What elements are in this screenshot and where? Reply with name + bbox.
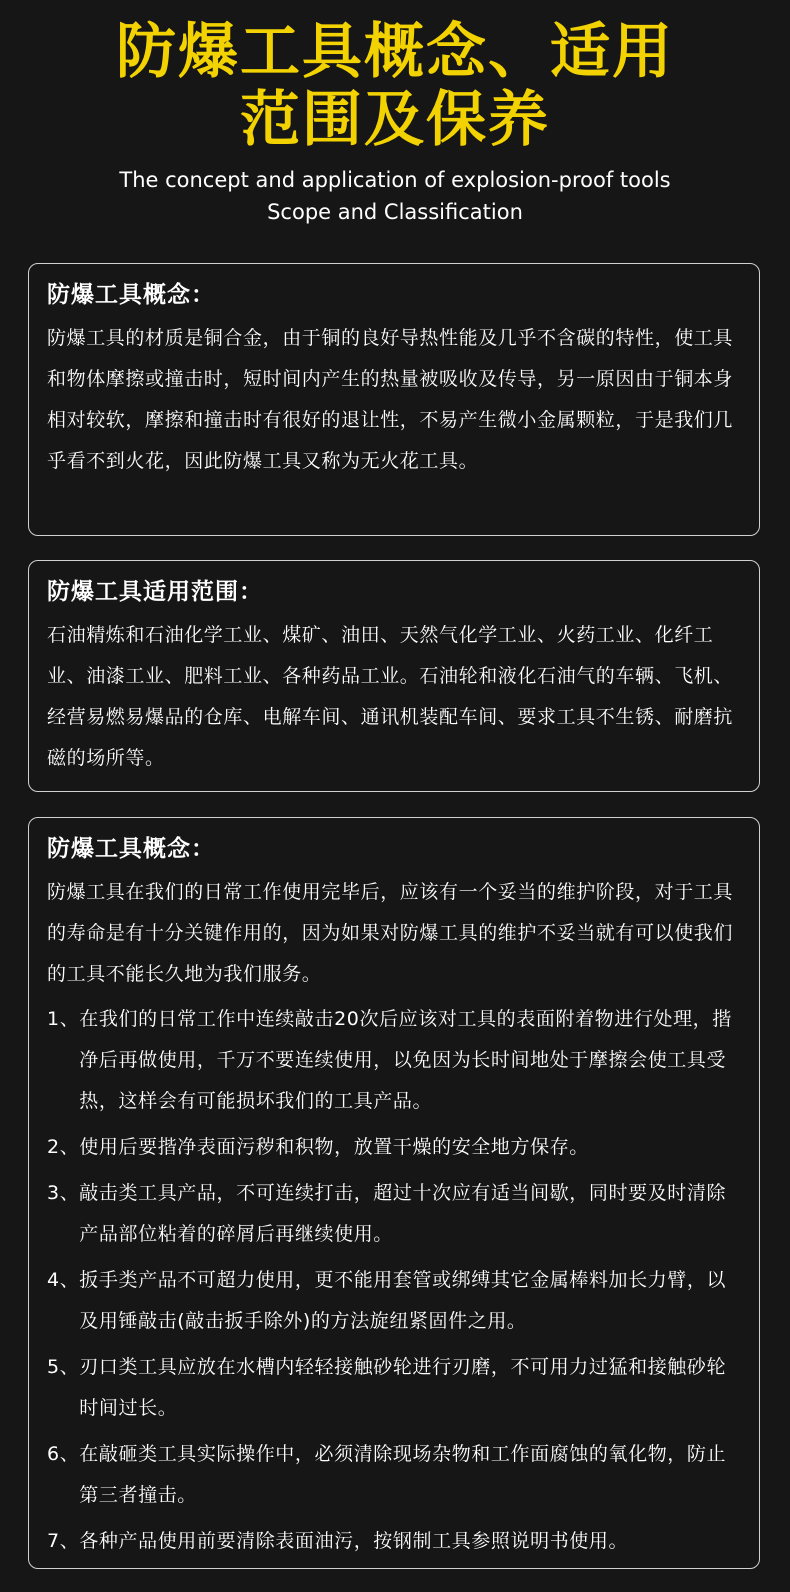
page-title [0, 18, 790, 154]
list-item-number: 5、 [47, 1356, 80, 1378]
list-item-number: 7、 [47, 1530, 80, 1552]
scope-card-body: 石油精炼和石油化学工业、煤矿、油田、天然气化学工业、火药工业、化纤工业、油漆工业、肥料工业、各种药品工业。石油轮和液化石油气的车辆、飞机、经营易燃易爆品的仓库、电解车间、通讯机装配车间、要求工具不生锈、耐磨抗磁的场所等。 [47, 624, 734, 769]
concept-card-body: 防爆工具的材质是铜合金，由于铜的良好导热性能及几乎不含碳的特性，使工具和物体摩擦或撞击时，短时间内产生的热量被吸收及传导，另一原因由于铜本身相对较软，摩擦和撞击时有很好的退让性，不易产生微小金属颗粒，于是我们几乎看不到火花，因此防爆工具又称为无火花工具。 [47, 327, 734, 472]
list-item-text: 敲击类工具产品，不可连续打击，超过十次应有适当间歇，同时要及时清除产品部位粘着的碎屑后再继续使用。 [79, 1182, 727, 1245]
maintenance-card-intro: 防爆工具在我们的日常工作使用完毕后，应该有一个妥当的维护阶段，对于工具的寿命是有十分关键作用的，因为如果对防爆工具的维护不妥当就有可以使我们的工具不能长久地为我们服务。 [47, 881, 734, 985]
subtitle-line-2: Scope and Classification [267, 200, 523, 224]
title-line-2: 范围及保养 [240, 85, 550, 155]
concept-card-title: 防爆工具概念： [47, 282, 215, 308]
maintenance-card-title: 防爆工具概念： [47, 836, 215, 862]
subtitle-line-1: The concept and application of explosion-proof tools [119, 168, 671, 192]
maintenance-list [47, 999, 741, 1562]
page-subtitle [0, 164, 790, 228]
list-item [47, 1260, 741, 1342]
list-item [47, 999, 741, 1122]
list-item-text: 使用后要揩净表面污秽和积物，放置干燥的安全地方保存。 [79, 1136, 589, 1158]
list-item [47, 1127, 741, 1168]
title-line-1: 防爆工具概念、适用 [116, 17, 674, 87]
list-item-text: 各种产品使用前要清除表面油污，按钢制工具参照说明书使用。 [79, 1530, 629, 1552]
list-item-text: 刃口类工具应放在水槽内轻轻接触砂轮进行刃磨，不可用力过猛和接触砂轮时间过长。 [79, 1356, 727, 1419]
page-header [0, 0, 790, 228]
list-item-text: 在敲砸类工具实际操作中，必须清除现场杂物和工作面腐蚀的氧化物，防止第三者撞击。 [79, 1443, 727, 1506]
list-item-number: 3、 [47, 1182, 80, 1204]
scope-card-title: 防爆工具适用范围： [47, 579, 263, 605]
list-item-number: 4、 [47, 1269, 80, 1291]
list-item-number: 2、 [47, 1136, 80, 1158]
concept-card [28, 263, 760, 536]
list-item-text: 在我们的日常工作中连续敲击20次后应该对工具的表面附着物进行处理，揩净后再做使用，千万不要连续使用，以免因为长时间地处于摩擦会使工具受热，这样会有可能损坏我们的工具产品。 [79, 1008, 732, 1112]
list-item-number: 1、 [47, 1008, 80, 1030]
scope-card [28, 560, 760, 792]
maintenance-card [28, 817, 760, 1569]
list-item [47, 1521, 741, 1562]
list-item-text: 扳手类产品不可超力使用，更不能用套管或绑缚其它金属棒料加长力臂，以及用锤敲击(敲击扳手除外)的方法旋纽紧固件之用。 [79, 1269, 727, 1332]
list-item-number: 6、 [47, 1443, 80, 1465]
list-item [47, 1347, 741, 1429]
list-item [47, 1173, 741, 1255]
list-item [47, 1434, 741, 1516]
